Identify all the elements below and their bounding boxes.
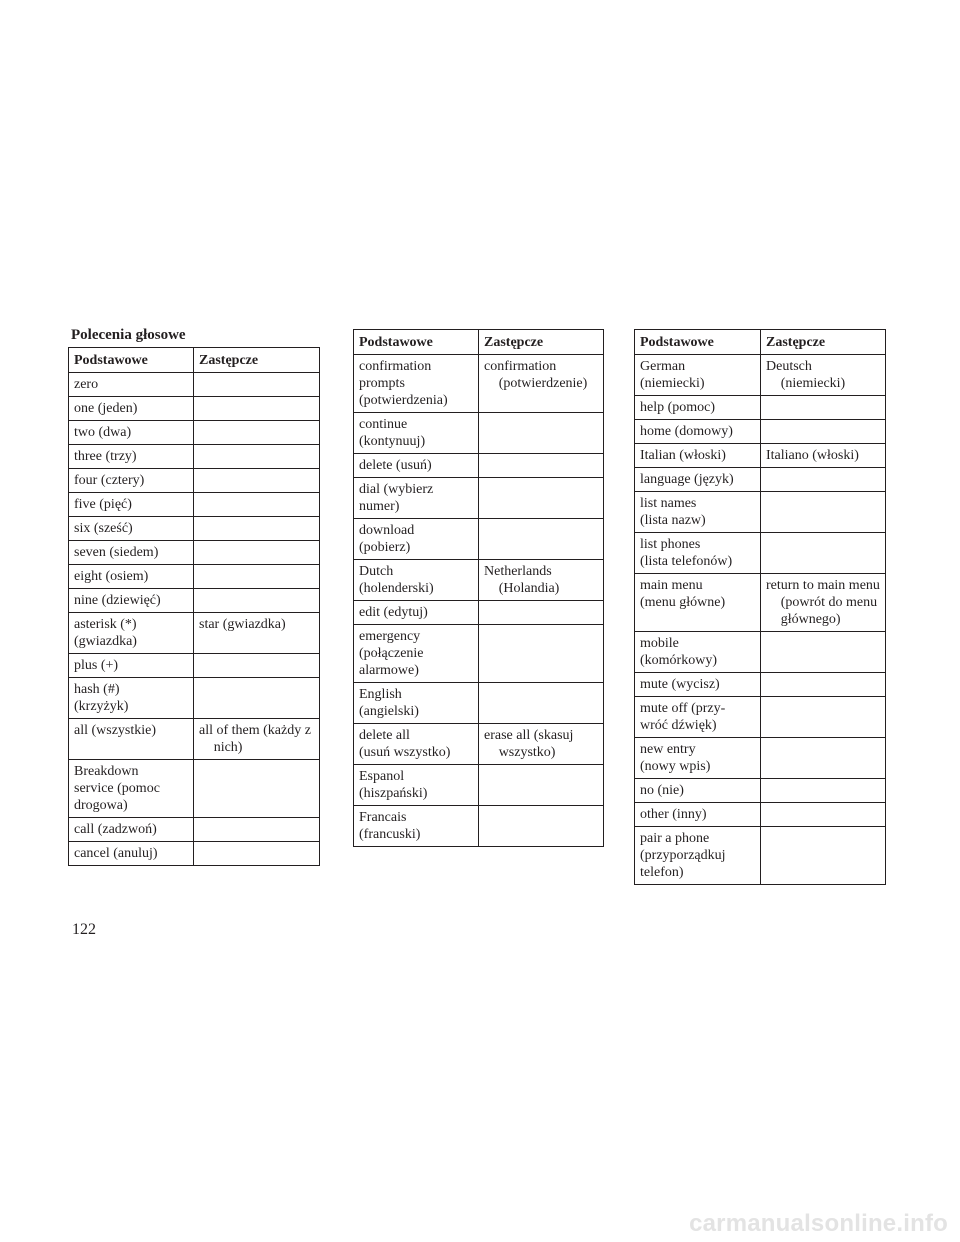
table-row	[635, 803, 886, 827]
primary-command-cell: help (pomoc)	[635, 396, 761, 420]
primary-command-cell: asterisk (*) (gwiazdka)	[69, 613, 194, 654]
alternate-command-cell	[194, 373, 320, 397]
primary-command-cell: main menu (menu główne)	[635, 574, 761, 632]
primary-command-cell: one (jeden)	[69, 397, 194, 421]
alternate-command-cell	[479, 683, 604, 724]
table-row	[635, 420, 886, 444]
alternate-command-cell	[194, 842, 320, 866]
alternate-command-cell	[761, 420, 886, 444]
table-row	[354, 355, 604, 413]
table-row	[69, 719, 320, 760]
primary-command-cell: five (pięć)	[69, 493, 194, 517]
table-row	[69, 760, 320, 818]
alternate-command-cell	[761, 492, 886, 533]
primary-command-cell: pair a phone (przyporządkuj telefon)	[635, 827, 761, 885]
alternate-command-cell	[761, 697, 886, 738]
primary-command-cell: all (wszystkie)	[69, 719, 194, 760]
alternate-command-cell	[761, 533, 886, 574]
alternate-command-text: erase all (skasuj wszystko)	[484, 728, 574, 760]
alternate-command-cell	[194, 517, 320, 541]
alternate-command-cell	[479, 454, 604, 478]
table-row	[69, 397, 320, 421]
table-row	[354, 683, 604, 724]
table-row	[69, 613, 320, 654]
primary-command-cell: German (niemiecki)	[635, 355, 761, 396]
table-row	[354, 454, 604, 478]
alternate-command-cell	[479, 560, 604, 601]
voice-commands-table-1	[68, 347, 320, 866]
table-row	[635, 396, 886, 420]
alternate-command-cell	[194, 421, 320, 445]
primary-command-cell: emergency (połączenie alarmowe)	[354, 625, 479, 683]
alternate-command-text: Netherlands (Holandia)	[484, 564, 560, 596]
primary-command-cell: confirmation prompts (potwierdzenia)	[354, 355, 479, 413]
table-row	[69, 517, 320, 541]
primary-command-cell: mute (wycisz)	[635, 673, 761, 697]
primary-command-cell: no (nie)	[635, 779, 761, 803]
table-row	[635, 468, 886, 492]
table-row	[69, 678, 320, 719]
alternate-command-cell	[194, 719, 320, 760]
header-alternate: Zastępcze	[479, 330, 604, 355]
alternate-command-cell	[479, 765, 604, 806]
primary-command-cell: Italian (włoski)	[635, 444, 761, 468]
primary-command-cell: English (angielski)	[354, 683, 479, 724]
watermark: carmanualsonline.info	[689, 1210, 948, 1237]
primary-command-cell: four (cztery)	[69, 469, 194, 493]
alternate-command-cell	[194, 589, 320, 613]
alternate-command-cell	[761, 468, 886, 492]
alternate-command-cell	[479, 601, 604, 625]
alternate-command-cell	[761, 827, 886, 885]
voice-commands-table-2	[353, 329, 604, 847]
primary-command-cell: dial (wybierz numer)	[354, 478, 479, 519]
table-row	[354, 806, 604, 847]
table-row	[635, 533, 886, 574]
table-row	[635, 738, 886, 779]
primary-command-cell: language (język)	[635, 468, 761, 492]
table-row	[69, 373, 320, 397]
table-row	[635, 827, 886, 885]
alternate-command-cell	[194, 760, 320, 818]
table-row	[635, 673, 886, 697]
primary-command-cell: call (zadzwoń)	[69, 818, 194, 842]
table-row	[635, 492, 886, 533]
table-row	[69, 565, 320, 589]
primary-command-cell: other (inny)	[635, 803, 761, 827]
alternate-command-cell	[194, 493, 320, 517]
primary-command-cell: download (pobierz)	[354, 519, 479, 560]
alternate-command-cell	[761, 632, 886, 673]
primary-command-cell: edit (edytuj)	[354, 601, 479, 625]
table-row	[354, 765, 604, 806]
alternate-command-text: all of them (każdy z nich)	[199, 723, 311, 755]
table-row	[354, 724, 604, 765]
primary-command-cell: delete (usuń)	[354, 454, 479, 478]
alternate-command-cell	[194, 565, 320, 589]
header-alternate: Zastępcze	[761, 330, 886, 355]
header-alternate: Zastępcze	[194, 348, 320, 373]
table-row	[635, 697, 886, 738]
primary-command-cell: three (trzy)	[69, 445, 194, 469]
primary-command-cell: list phones (lista telefonów)	[635, 533, 761, 574]
table-row	[69, 654, 320, 678]
alternate-command-cell	[761, 444, 886, 468]
alternate-command-cell	[761, 355, 886, 396]
alternate-command-cell	[479, 478, 604, 519]
alternate-command-cell	[479, 724, 604, 765]
table-header-row	[354, 330, 604, 355]
table-row	[354, 413, 604, 454]
table-row	[69, 842, 320, 866]
primary-command-cell: Dutch (holenderski)	[354, 560, 479, 601]
alternate-command-cell	[761, 574, 886, 632]
table-row	[69, 818, 320, 842]
primary-command-cell: zero	[69, 373, 194, 397]
alternate-command-cell	[194, 654, 320, 678]
primary-command-cell: nine (dziewięć)	[69, 589, 194, 613]
header-primary: Podstawowe	[354, 330, 479, 355]
alternate-command-cell	[479, 625, 604, 683]
table-header-row	[69, 348, 320, 373]
primary-command-cell: list names (lista nazw)	[635, 492, 761, 533]
primary-command-cell: six (sześć)	[69, 517, 194, 541]
table-header-row	[635, 330, 886, 355]
alternate-command-cell	[194, 541, 320, 565]
alternate-command-cell	[479, 355, 604, 413]
primary-command-cell: two (dwa)	[69, 421, 194, 445]
primary-command-cell: eight (osiem)	[69, 565, 194, 589]
table-row	[354, 625, 604, 683]
table-row	[69, 445, 320, 469]
primary-command-cell: plus (+)	[69, 654, 194, 678]
alternate-command-cell	[194, 469, 320, 493]
alternate-command-cell	[194, 678, 320, 719]
table-row	[354, 478, 604, 519]
alternate-command-cell	[761, 803, 886, 827]
primary-command-cell: continue (kontynuuj)	[354, 413, 479, 454]
header-primary: Podstawowe	[69, 348, 194, 373]
table-row	[354, 601, 604, 625]
alternate-command-cell	[479, 519, 604, 560]
alternate-command-cell	[479, 413, 604, 454]
alternate-command-cell	[761, 673, 886, 697]
header-primary: Podstawowe	[635, 330, 761, 355]
primary-command-cell: Espanol (hiszpański)	[354, 765, 479, 806]
primary-command-cell: seven (siedem)	[69, 541, 194, 565]
primary-command-cell: delete all (usuń wszystko)	[354, 724, 479, 765]
table-row	[635, 574, 886, 632]
voice-commands-table-3	[634, 329, 886, 885]
page-number: 122	[72, 921, 96, 938]
table-row	[69, 541, 320, 565]
table-row	[69, 589, 320, 613]
table-row	[354, 560, 604, 601]
table-row	[69, 421, 320, 445]
primary-command-cell: Breakdown service (pomoc drogowa)	[69, 760, 194, 818]
primary-command-cell: mute off (przy- wróć dźwięk)	[635, 697, 761, 738]
table-row	[635, 632, 886, 673]
primary-command-cell: home (domowy)	[635, 420, 761, 444]
alternate-command-cell	[194, 445, 320, 469]
primary-command-cell: Francais (francuski)	[354, 806, 479, 847]
table-row	[354, 519, 604, 560]
alternate-command-cell	[194, 613, 320, 654]
alternate-command-cell	[194, 397, 320, 421]
alternate-command-text: star (gwiazdka)	[199, 617, 286, 632]
alternate-command-cell	[761, 779, 886, 803]
alternate-command-cell	[194, 818, 320, 842]
table-row	[635, 355, 886, 396]
section-title: Polecenia głosowe	[71, 327, 186, 343]
alternate-command-text: Italiano (włoski)	[766, 448, 859, 463]
table-row	[635, 444, 886, 468]
primary-command-cell: mobile (komórkowy)	[635, 632, 761, 673]
primary-command-cell: cancel (anuluj)	[69, 842, 194, 866]
alternate-command-text: Deutsch (niemiecki)	[766, 359, 846, 391]
alternate-command-text: return to main menu (powrót do menu głównego)	[766, 578, 880, 627]
table-row	[69, 493, 320, 517]
alternate-command-text: confirmation (potwierdzenie)	[484, 359, 588, 391]
alternate-command-cell	[479, 806, 604, 847]
table-row	[69, 469, 320, 493]
table-row	[635, 779, 886, 803]
alternate-command-cell	[761, 738, 886, 779]
primary-command-cell: hash (#) (krzyżyk)	[69, 678, 194, 719]
primary-command-cell: new entry (nowy wpis)	[635, 738, 761, 779]
alternate-command-cell	[761, 396, 886, 420]
